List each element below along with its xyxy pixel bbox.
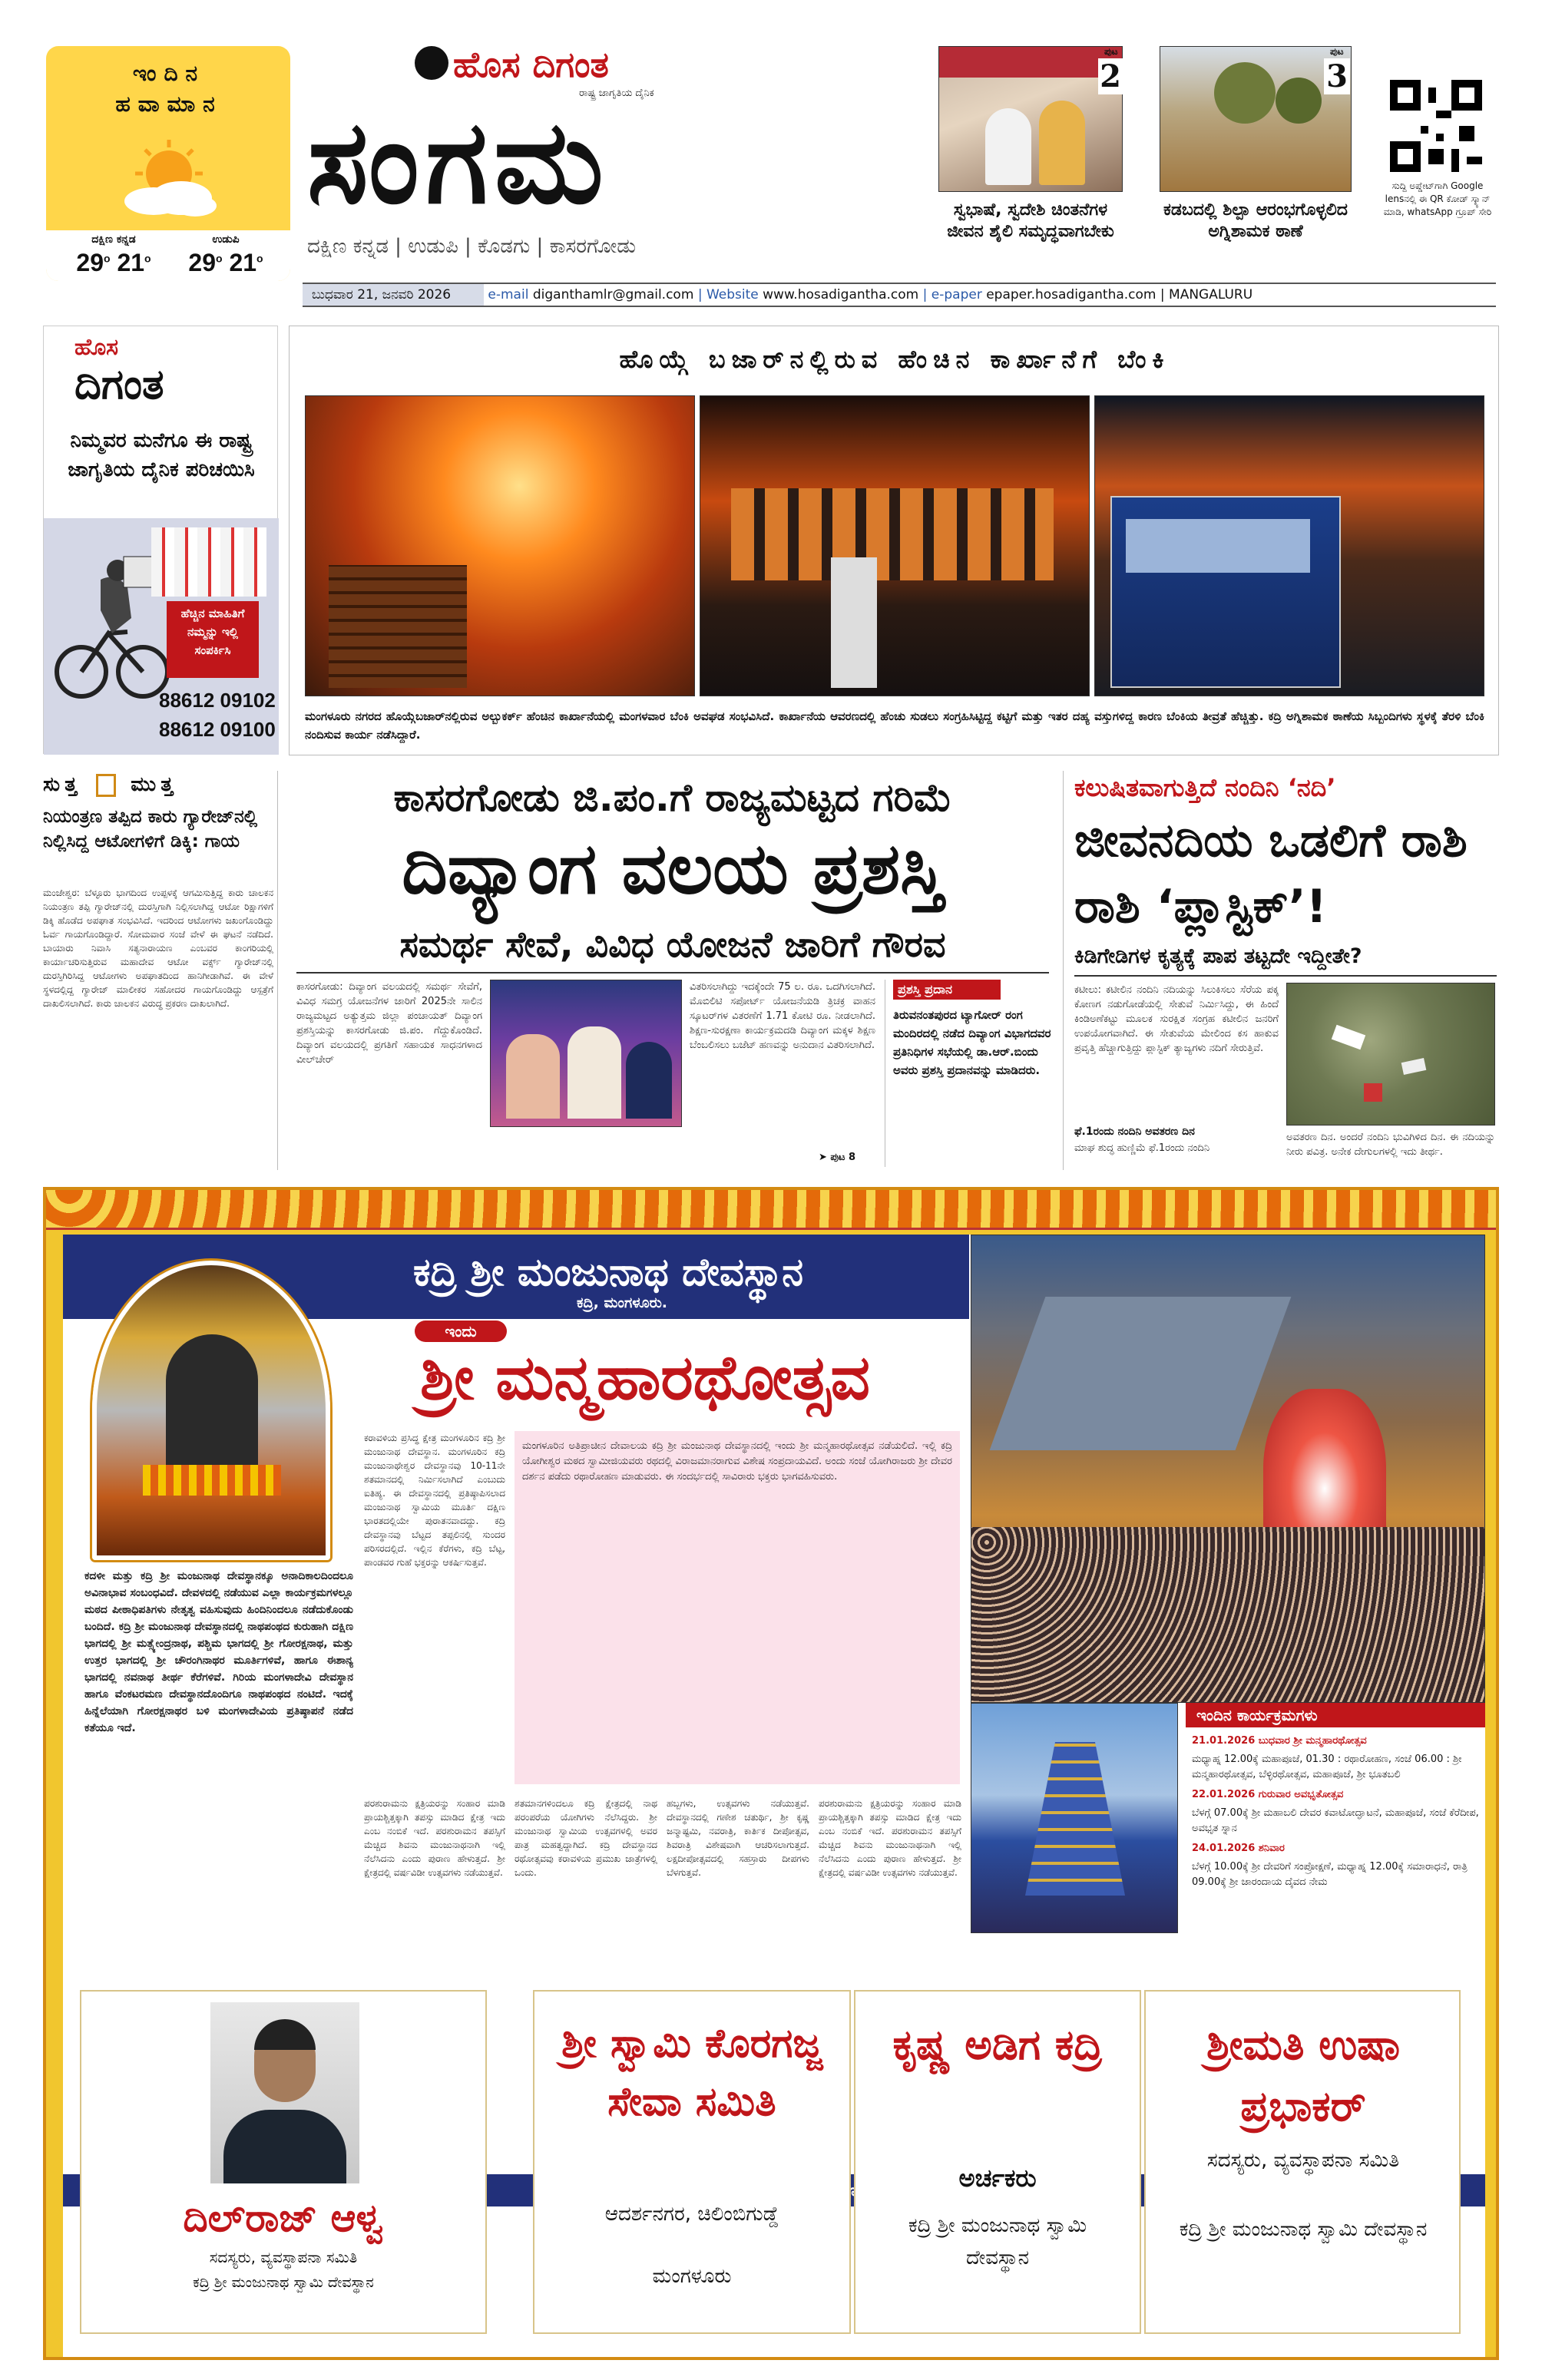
program-title: ಇಂದಿನ ಕಾರ್ಯಕ್ರಮಗಳು: [1186, 1703, 1485, 1727]
program-item-2: ಮಧ್ಯಾಹ್ನ 12.00ಕ್ಕೆ ಮಹಾಪೂಜೆ, 01.30 : ರಥಾರೋಹಣ, ಸಂಜೆ 06.00 : ಶ್ರೀ ಮನ್ಮಹಾರಥೋತ್ಸವ, ಬೆಳ್ಳಿರಥೋತ್ಸವ, ಮಹಾಪೂಜೆ, ಶ್ರೀ ಭೂತಬಲಿ: [1192, 1754, 1462, 1780]
temple-col-1: ಕರಾವಳಿಯ ಪ್ರಸಿದ್ಧ ಕ್ಷೇತ್ರ ಮಂಗಳೂರಿನ ಕದ್ರಿ ಶ್ರೀ ಮಂಜುನಾಥ ದೇವಸ್ಥಾನ. ಮಂಗಳೂರಿನ ಕದ್ರಿ ಮಂಜುನಾಥೇಶ್ವರ ದೇವಸ್ಥಾನವು 10-11ನೇ ಶತಮಾನದಲ್ಲಿ ನಿರ್ಮಿಸಲಾಗಿದೆ ಎಂಬುದು ಐತಿಹ್ಯ. ಈ ದೇವಸ್ಥಾನದಲ್ಲಿ ಪ್ರತಿಷ್ಠಾಪಿಸಲಾದ ಮಂಜುನಾಥ ಸ್ವಾಮಿಯ ಮೂರ್ತಿ ದಕ್ಷಿಣ ಭಾರತದಲ್ಲಿಯೇ ಪುರಾತನವಾದದ್ದು. ಕದ್ರಿ ದೇವಸ್ಥಾನವು ಬೆಟ್ಟದ ತಪ್ಪಲಿನಲ್ಲಿ ಸುಂದರ ಪರಿಸರದಲ್ಲಿದೆ. ಇಲ್ಲಿನ ಕೆರೆಗಳು, ಕದ್ರಿ ಬೆಟ್ಟ, ಪಾಂಡವರ ಗುಹೆ ಭಕ್ತರನ್ನು ಆಕರ್ಷಿಸುತ್ತವೆ.: [364, 1433, 505, 1568]
qr-caption: ಸುದ್ದಿ ಅಪ್ಡೇಟ್‌ಗಾಗಿ Google lensನಲ್ಲಿ ಈ QR ಕೋಡ್ ಸ್ಕ್ಯಾನ್ ಮಾಡಿ, whatsApp ಗ್ರೂಪ್ ಸೇರಿ: [1383, 180, 1492, 217]
temple-location: ಕದ್ರಿ, ಮಂಗಳೂರು.: [576, 1294, 667, 1311]
nandini-story: [1063, 771, 1497, 1170]
teaser-page-label-1: ಪುಟ: [1104, 46, 1118, 57]
promo-phone-2[interactable]: 88612 09100: [159, 718, 276, 741]
nandini-kicker: ಕಲುಷಿತವಾಗುತ್ತಿದೆ ನಂದಿನಿ ‘ನದಿ’: [1074, 773, 1336, 802]
brand-logo: [415, 46, 448, 80]
divyanga-kicker: ಕಾಸರಗೋಡು ಜಿ.ಪಂ.ಗೆ ರಾಜ್ಯಮಟ್ಟದ ಗರಿಮೆ: [393, 775, 952, 820]
sponsor-2-place: ಮಂಗಳೂರು: [652, 2265, 732, 2288]
epaper[interactable]: epaper.hosadigantha.com: [986, 287, 1156, 302]
sponsor-1-name: ದಿಲ್‌ರಾಜ್ ಆಳ್ವ: [183, 2196, 384, 2240]
fire-photo-3: [1094, 395, 1484, 696]
nandini-bold-line: ಫೆ.1ರಂದು ನಂದಿನಿ ಅವತರಣ ದಿನ: [1074, 1126, 1195, 1138]
temple-col-2: ಪರಶುರಾಮನು ಕ್ಷತ್ರಿಯರನ್ನು ಸಂಹಾರ ಮಾಡಿ ಪ್ರಾಯಶ್ಚಿತ್ತಕ್ಕಾಗಿ ತಪಸ್ಸು ಮಾಡಿದ ಕ್ಷೇತ್ರ ಇದು ಎಂಬ ನಂಬಿಕೆ ಇದೆ. ಪರಶುರಾಮನ ತಪಸ್ಸಿಗೆ ಮೆಚ್ಚಿದ ಶಿವನು ಮಂಜುನಾಥನಾಗಿ ಇಲ್ಲಿ ನೆಲೆಸಿದನು ಎಂದು ಪುರಾಣ ಹೇಳುತ್ತದೆ. ಶ್ರೀ ಕ್ಷೇತ್ರದಲ್ಲಿ ವರ್ಷವಿಡೀ ಉತ್ಸವಗಳು ನಡೆಯುತ್ತವೆ.: [364, 1798, 505, 1878]
promo-phone-1[interactable]: 88612 09102: [159, 689, 276, 712]
masthead: [303, 43, 948, 283]
sponsor-4-role: ಸದಸ್ಯರು, ವ್ಯವಸ್ಥಾಪನಾ ಸಮಿತಿ: [1206, 2149, 1400, 2172]
info-bar: ಬುಧವಾರ 21, ಜನವರಿ 2026 e-mail diganthamlr@gmail.com | Website www.hosadigantha.com | e-paper epaper.hosadigantha.com | MANGALURU: [303, 283, 1496, 307]
nandini-photo: [1286, 983, 1495, 1126]
teaser-headline-1: ಸ್ವಭಾಷೆ, ಸ್ವದೇಶಿ ಚಿಂತನೆಗಳ ಜೀವನ ಶೈಲಿ ಸಮೃದ್ಧವಾಗಬೇಕು: [947, 200, 1114, 241]
sponsor-3-name: ಕೃಷ್ಣ ಅಡಿಗ ಕದ್ರಿ: [892, 2021, 1103, 2069]
teaser-page-1: 2: [1098, 58, 1123, 94]
sun-cloud-icon: [115, 137, 223, 221]
temple-col-3: ಮಂಗಳೂರಿನ ಅತಿಪ್ರಾಚೀನ ದೇವಾಲಯ ಕದ್ರಿ ಶ್ರೀ ಮಂಜುನಾಥ ದೇವಸ್ಥಾನದಲ್ಲಿ ಇಂದು ಶ್ರೀ ಮನ್ಮಹಾರಥೋತ್ಸವ ನಡೆಯಲಿದೆ. ಇಲ್ಲಿ ಕದ್ರಿ ಯೋಗೀಶ್ವರ ಮಠದ ಸ್ವಾಮೀಜಿಯವರು ರಥದಲ್ಲಿ ವಿರಾಜಮಾನರಾಗುವ ವಿಶೇಷ ಸಂಪ್ರದಾಯವಿದೆ. ಅಂದು ಸಂಜೆ ಯೋಗಿರಾಜರು ಶ್ರೀ ದೇವರ ದರ್ಶನ ಪಡೆದು ರಥಾರೋಹಣ ಮಾಡುವರು. ಈ ಸಂದರ್ಭದಲ್ಲಿ ಸಾವಿರಾರು ಭಕ್ತರು ಭಾಗವಹಿಸುವರು.: [522, 1440, 952, 1483]
weather-city-1: ದಕ್ಷಿಣ ಕನ್ನಡ: [91, 233, 136, 246]
fire-caption: ಮಂಗಳೂರು ನಗರದ ಹೊಯ್ಗೆಬಜಾರ್‌ನಲ್ಲಿರುವ ಅಲ್ಬುಕರ್ಕ್ ಹೆಂಚಿನ ಕಾರ್ಖಾನೆಯಲ್ಲಿ ಮಂಗಳವಾರ ಬೆಂಕಿ ಅವಘಡ ಸಂಭವಿಸಿದೆ. ಕಾರ್ಖಾನೆಯ ಆವರಣದಲ್ಲಿ ಹೆಂಚು ಸುಡಲು ಸಂಗ್ರಹಿಸಿಟ್ಟಿದ್ದ ಕಟ್ಟಿಗೆ ಮತ್ತು ಇತರ ದಹ್ಯ ವಸ್ತುಗಳಿದ್ದ ಕಾರಣ ಬೆಂಕಿಯ ತೀವ್ರತೆ ಹೆಚ್ಚಿತ್ತು. ಕದ್ರಿ ಅಗ್ನಿಶಾಮಕ ಠಾಣೆಯ ಸಿಬ್ಬಂದಿಗಳು ಸ್ಥಳಕ್ಕೆ ತೆರಳಿ ಬೆಂಕಿ ನಂದಿಸುವ ಕಾರ್ಯ ನಡೆಸಿದ್ದಾರೆ.: [305, 709, 1484, 742]
fire-photo-2: [700, 395, 1090, 696]
email-label: e-mail: [488, 287, 529, 302]
fire-headline: ಹೊಯ್ಗೆ ಬಜಾರ್‌ನಲ್ಲಿರುವ ಹೆಂಚಿನ ಕಾರ್ಖಾನೆಗೆ ಬೆಂಕಿ: [619, 345, 1170, 374]
program-item-4: ಬೆಳಗ್ಗೆ 07.00ಕ್ಕೆ ಶ್ರೀ ಮಹಾಬಲಿ ದೇವರ ಕವಾಟೋದ್ಘಾಟನೆ, ಮಹಾಪೂಜೆ, ಸಂಜೆ ಕೆರೆದೀಪ, ಅವಭೃತ ಸ್ನಾನ: [1192, 1807, 1479, 1834]
brand-name: ಹೊಸ ದಿಗಂತ: [453, 44, 609, 85]
nandini-deck: ಕಿಡಿಗೇಡಿಗಳ ಕೃತ್ಯಕ್ಕೆ ಪಾಪ ತಟ್ಟದೇ ಇದ್ದೀತೇ?: [1074, 944, 1362, 968]
program-item-1: 21.01.2026 ಬುಧವಾರ ಶ್ರೀ ಮನ್ಮಹಾರಥೋತ್ಸವ: [1192, 1735, 1367, 1747]
qr-code-icon[interactable]: [1390, 80, 1482, 172]
divyanga-cont: ➤ ಪುಟ 8: [819, 1152, 856, 1163]
brand-tagline: ರಾಷ್ಟ್ರ ಜಾಗೃತಿಯ ದೈನಿಕ: [579, 88, 654, 99]
website[interactable]: www.hosadigantha.com: [763, 287, 919, 302]
date: ಬುಧವಾರ 21, ಜನವರಿ 2026: [303, 284, 484, 306]
weather-temps-2: 29$^o$ 21$^o$: [188, 249, 263, 276]
sponsor-4-name: ಶ್ರೀಮತಿ ಉಷಾ ಪ್ರಭಾಕರ್: [1206, 2021, 1401, 2130]
divyanga-body-2: ವಿತರಿಸಲಾಗಿದ್ದು ಇದಕ್ಕೆಂದೇ 75 ಲ. ರೂ. ಒದಗಿಸಲಾಗಿದೆ. ಮೊಬಿಲಿಟಿ ಸಪೋರ್ಟ್ ಯೋಜನೆಯಡಿ ತ್ರಿಚಕ್ರ ವಾಹನ ಸ್ಕೂಟರ್‌ಗಳ ವಿತರಣೆಗೆ 1.71 ಕೋಟಿ ರೂ. ನೀಡಲಾಗಿದೆ. ಶಿಕ್ಷಣ-ಸುರಕ್ಷಣಾ ಕಾರ್ಯಕ್ರಮದಡಿ ದಿವ್ಯಾಂಗ ಮಕ್ಕಳ ಶಿಕ್ಷಣ ಬೆಂಬಲಿಸಲು ಬಜೆಟ್ ಹಣವನ್ನು ಅನುದಾನ ವಿತರಿಸಲಾಗಿದೆ.: [690, 981, 875, 1051]
weather-box: [46, 46, 290, 281]
sponsor-4-place: ಕದ್ರಿ ಶ್ರೀ ಮಂಜುನಾಥ ಸ್ವಾಮಿ ದೇವಸ್ಥಾನ: [1179, 2218, 1428, 2241]
program-item-3: 22.01.2026 ಗುರುವಾರ ಅವಭೃತೋತ್ಸವ: [1192, 1789, 1344, 1800]
promo-brand-main: ದಿಗಂತ: [74, 360, 164, 408]
temple-headline: ಶ್ರೀ ಮನ್ಮಹಾರಥೋತ್ಸವ: [419, 1342, 871, 1413]
prashasti-body: ತಿರುವನಂತಪುರದ ಟ್ಯಾಗೋರ್ ರಂಗ ಮಂದಿರದಲ್ಲಿ ನಡೆದ ದಿವ್ಯಾಂಗ ವಿಭಾಗದವರ ಪ್ರತಿನಿಧಿಗಳ ಸಭೆಯಲ್ಲಿ ಡಾ.ಆರ್.ಬಿಂದು ಅವರು ಪ್ರಶಸ್ತಿ ಪ್ರದಾನವನ್ನು ಮಾಡಿದರು.: [893, 1008, 1051, 1077]
sutta-headline: ನಿಯಂತ್ರಣ ತಪ್ಪಿದ ಕಾರು ಗ್ಯಾರೇಜ್‌ನಲ್ಲಿ ನಿಲ್ಲಿಸಿದ್ದ ಆಟೋಗಳಿಗೆ ಡಿಕ್ಕಿ: ಗಾಯ: [43, 807, 258, 851]
sponsor-1[interactable]: [80, 1990, 487, 2334]
teaser-headline-2: ಕಡಬದಲ್ಲಿ ಶಿಲ್ಪಾ ಆರಂಭಗೊಳ್ಳಲಿದ ಅಗ್ನಿಶಾಮಕ ಠಾಣೆ: [1163, 200, 1348, 241]
program-item-6: ಬೆಳಗ್ಗೆ 10.00ಕ್ಕೆ ಶ್ರೀ ದೇವರಿಗೆ ಸಂಪ್ರೋಕ್ಷಣೆ, ಮಧ್ಯಾಹ್ನ 12.00ಕ್ಕೆ ಸಮಾರಾಧನೆ, ರಾತ್ರಿ 09.00ಕ್ಕೆ ಶ್ರೀ ಜಾರಂದಾಯ ದೈವದ ನೇಮ: [1192, 1861, 1468, 1888]
weather-max-2: 29: [188, 249, 216, 276]
fire-photo-1: [305, 395, 695, 696]
promo-brand-top: ಹೊಸ: [74, 334, 119, 361]
weather-title: ಇಂದಿನ ಹವಾಮಾನ: [115, 61, 223, 117]
fire-story: [289, 326, 1499, 755]
regions: ದಕ್ಷಿಣ ಕನ್ನಡ | ಉಡುಪಿ | ಕೊಡಗು | ಕಾಸರಗೋಡು: [307, 235, 637, 258]
nandini-body-2: ಮಾಘ ಶುದ್ಧ ಹುಣ್ಣಿಮೆ ಫೆ.1ರಂದು ನಂದಿನಿ: [1074, 1142, 1210, 1154]
temple-col-4: ಶತಮಾನಗಳಿಂದಲೂ ಕದ್ರಿ ಕ್ಷೇತ್ರದಲ್ಲಿ ನಾಥ ಪರಂಪರೆಯ ಯೋಗಿಗಳು ನೆಲೆಸಿದ್ದರು. ಶ್ರೀ ಮಂಜುನಾಥ ಸ್ವಾಮಿಯ ಉತ್ಸವಗಳಲ್ಲಿ ಅವರ ಪಾತ್ರ ಮಹತ್ವದ್ದಾಗಿದೆ. ಕದ್ರಿ ದೇವಸ್ಥಾನದ ರಥೋತ್ಸವವು ಕರಾವಳಿಯ ಪ್ರಮುಖ ಜಾತ್ರೆಗಳಲ್ಲಿ ಒಂದು.: [515, 1798, 657, 1878]
divyanga-cont-page: ಪುಟ 8: [830, 1152, 856, 1163]
sponsor-3-role: ಅರ್ಚಕರು: [958, 2163, 1037, 2193]
temple-tower-photo: [971, 1703, 1178, 1933]
deity-photo: [92, 1261, 330, 1560]
sutta-label-left: ಸುತ್ತ: [43, 773, 82, 796]
weather-max-1: 29: [76, 249, 104, 276]
divyanga-body-1: ಕಾಸರಗೋಡು: ದಿವ್ಯಾಂಗ ವಲಯದಲ್ಲಿ ಸಮರ್ಥ ಸೇವೆಗೆ, ವಿವಿಧ ಸಮಗ್ರ ಯೋಜನೆಗಳ ಜಾರಿಗೆ 2025ನೇ ಸಾಲಿನ ರಾಜ್ಯಮಟ್ಟದ ಅತ್ಯುತ್ತಮ ಜಿಲ್ಲಾ ಪಂಚಾಯತ್ ದಿವ್ಯಾಂಗ ಪ್ರಶಸ್ತಿಯನ್ನು ಕಾಸರಗೋಡು ಜಿ.ಪಂ. ಗೆದ್ದುಕೊಂಡಿದೆ. ದಿವ್ಯಾಂಗ ವಲಯದಲ್ಲಿ ಪ್ರಗತಿಗೆ ಸಹಾಯಕ ಸಾಧನಗಳಾದ ವೀಲ್‌ಚೇರ್: [296, 981, 482, 1066]
promo-badge: ಹೆಚ್ಚಿನ ಮಾಹಿತಿಗೆ ನಮ್ಮನ್ನು ಇಲ್ಲಿ ಸಂಪರ್ಕಿಸಿ: [167, 601, 259, 678]
divyanga-deck: ಸಮರ್ಥ ಸೇವೆ, ವಿವಿಧ ಯೋಜನೆ ಜಾರಿಗೆ ಗೌರವ: [399, 924, 946, 965]
sponsor-1-role: ಸದಸ್ಯರು, ವ್ಯವಸ್ಥಾಪನಾ ಸಮಿತಿ: [209, 2248, 358, 2266]
program-item-5: 24.01.2026 ಶನಿವಾರ: [1192, 1843, 1285, 1854]
sutta-label-right: ಮುತ್ತ: [131, 773, 178, 796]
epaper-label: e-paper: [931, 287, 982, 302]
divyanga-photo: [490, 980, 682, 1127]
nandini-headline: ಜೀವನದಿಯ ಒಡಲಿಗೆ ರಾಶಿ ರಾಶಿ ‘ಪ್ಲಾಸ್ಟಿಕ್’!: [1074, 814, 1468, 934]
weather-min-2: 21: [229, 249, 257, 276]
website-label: Website: [706, 287, 759, 302]
email[interactable]: diganthamlr@gmail.com: [532, 287, 694, 302]
weather-min-1: 21: [117, 249, 145, 276]
nandini-body: ಕಟೀಲು: ಕಟೀಲಿನ ನಂದಿನಿ ನದಿಯನ್ನು ಸಿಲುಕಿಸಲು ಸೆರೆಯ ಪಕ್ಕ ಕೋಣಗ ನಡುಗೋಡೆಯಲ್ಲಿ ಸೇತುವೆ ನಿರ್ಮಿಸಿದ್ದು, ಈ ಹಿಂದೆ ಕಿಂಡಿಅಣೆಕಟ್ಟು ಮೂಲಕ ಸುರಕ್ಷಿತ ಸಂಗ್ರಹ ಕಟೀಲಿನ ಜನರಿಗೆ ಉಪಯೋಗವಾಗಿದೆ. ಈ ಸೇತುವೆಯ ಮೇಲಿಂದ ಕಸ ಹಾಕುವ ಪ್ರವೃತ್ತಿ ಹೆಚ್ಚಾಗುತ್ತಿದ್ದು ಪ್ಲಾಸ್ಟಿಕ್ ತ್ಯಾಜ್ಯಗಳು ನದಿಗೆ ಸೇರುತ್ತಿವೆ.: [1074, 984, 1279, 1054]
book-icon: [96, 774, 116, 797]
temple-col-5: ಹಬ್ಬಗಳು, ಉತ್ಸವಗಳು ನಡೆಯುತ್ತವೆ. ದೇವಸ್ಥಾನದಲ್ಲಿ ಗಣೇಶ ಚತುರ್ಥಿ, ಶ್ರೀ ಕೃಷ್ಣ ಜನ್ಮಾಷ್ಟಮಿ, ನವರಾತ್ರಿ, ಕಾರ್ತಿಕ ದೀಪೋತ್ಸವ, ಶಿವರಾತ್ರಿ ವಿಶೇಷವಾಗಿ ಆಚರಿಸಲಾಗುತ್ತದೆ. ಲಕ್ಷದೀಪೋತ್ಸವದಲ್ಲಿ ಸಹಸ್ರಾರು ದೀಪಗಳು ಬೆಳಗುತ್ತವೆ.: [667, 1798, 809, 1878]
sponsor-1-photo: [210, 2002, 359, 2183]
sponsor-4[interactable]: [1144, 1990, 1461, 2334]
teaser-photo-1: [938, 46, 1123, 192]
temple-col-6: ಪರಶುರಾಮನು ಕ್ಷತ್ರಿಯರನ್ನು ಸಂಹಾರ ಮಾಡಿ ಪ್ರಾಯಶ್ಚಿತ್ತಕ್ಕಾಗಿ ತಪಸ್ಸು ಮಾಡಿದ ಕ್ಷೇತ್ರ ಇದು ಎಂಬ ನಂಬಿಕೆ ಇದೆ. ಪರಶುರಾಮನ ತಪಸ್ಸಿಗೆ ಮೆಚ್ಚಿದ ಶಿವನು ಮಂಜುನಾಥನಾಗಿ ಇಲ್ಲಿ ನೆಲೆಸಿದನು ಎಂದು ಪುರಾಣ ಹೇಳುತ್ತದೆ. ಶ್ರೀ ಕ್ಷೇತ್ರದಲ್ಲಿ ವರ್ಷವಿಡೀ ಉತ್ಸವಗಳು ನಡೆಯುತ್ತವೆ.: [819, 1798, 961, 1878]
temple-left-col: ಕದಳೀ ಮತ್ತು ಕದ್ರಿ ಶ್ರೀ ಮಂಜುನಾಥ ದೇವಸ್ಥಾನಕ್ಕೂ ಅನಾದಿಕಾಲದಿಂದಲೂ ಅವಿನಾಭಾವ ಸಂಬಂಧವಿದೆ. ದೇವಳದಲ್ಲಿ ನಡೆಯುವ ಎಲ್ಲಾ ಕಾರ್ಯಕ್ರಮಗಳಲ್ಲೂ ಮಠದ ಪೀಠಾಧಿಪತಿಗಳು ನೇತೃತ್ವ ವಹಿಸುವುದು ಹಿಂದಿನಿಂದಲೂ ನಡೆದುಕೊಂಡು ಬಂದಿದೆ. ಕದ್ರಿ ಶ್ರೀ ಮಂಜುನಾಥ ದೇವಸ್ಥಾನದಲ್ಲಿ ನಾಥಪಂಥದ ಕುರುಹಾಗಿ ದಕ್ಷಿಣ ಭಾಗದಲ್ಲಿ ಶ್ರೀ ಮತ್ಸ್ಯೇಂದ್ರನಾಥ, ಪಶ್ಚಿಮ ಭಾಗದಲ್ಲಿ ಶ್ರೀ ಗೋರಕ್ಷನಾಥ, ಮತ್ತು ಉತ್ತರ ಭಾಗದಲ್ಲಿ ಶ್ರೀ ಚೌರಂಗಿನಾಥರ ಮೂರ್ತಿಗಳಿವೆ, ಹಾಗೂ ಈಶಾನ್ಯ ಭಾಗದಲ್ಲಿ ನವನಾಥ ತೀರ್ಥ ಕೆರೆಗಳಿವೆ. ಗಿರಿಯ ಮಂಗಳಾದೇವಿ ದೇವಸ್ಥಾನ ಹಾಗೂ ವೆಂಕಟರಮಣ ದೇವಸ್ಥಾನದೊಂದಿಗೂ ನಾಥಪಂಥದ ನಂಟಿದೆ. ಇದಕ್ಕೆ ಹಿನ್ನೆಲೆಯಾಗಿ ಗೋರಕ್ಷನಾಥರ ಬಳಿ ಮಂಗಳಾದೇವಿಯ ಪ್ರತಿಷ್ಠಾಪನೆ ನಡೆದ ಕತೆಯೂ ಇದೆ.: [84, 1568, 353, 2028]
weather-row: [46, 230, 290, 281]
teaser-photo-2: [1160, 46, 1352, 192]
sutta-body: ಮಂಜೇಶ್ವರ: ಬೆಳ್ಳೂರು ಭಾಗದಿಂದ ಉಪ್ಪಳಕ್ಕೆ ಆಗಮಿಸುತ್ತಿದ್ದ ಕಾರು ಚಾಲಕನ ನಿಯಂತ್ರಣ ತಪ್ಪಿ ಗ್ಯಾರೇಜ್‌ನಲ್ಲಿ ದುರಸ್ತಿಗಾಗಿ ನಿಲ್ಲಿಸಲಾಗಿದ್ದ ಆಟೋ ರಿಕ್ಷಾಗಳಿಗೆ ಡಿಕ್ಕಿ ಹೊಡೆದ ಅಪಘಾತ ಸಂಭವಿಸಿದೆ. ಇದರಿಂದ ಆಟೋಗಳು ಜಖಂಗೊಂಡಿದ್ದು ಓರ್ವ ಗಾಯಗೊಂಡಿದ್ದಾರೆ. ಸೋಮವಾರ ಸಂಜೆ ವೇಳೆ ಈ ಘಟನೆ ನಡೆದಿದೆ. ಬಾಯಾರು ನಿವಾಸಿ ಸತ್ಯನಾರಾಯಣ ಎಂಬವರ ಕಾಂಗರಿಯಲ್ಲಿ ಕಾರ್ಯಾಚರಿಸುತ್ತಿರುವ ಮಹಾದೇವ ಆಟೋ ವರ್ಕ್ಸ್ ಗ್ಯಾರೇಜ್‌ನಲ್ಲಿ ದುರಸ್ತಿಗಿರಿಸಿದ್ದ ಆಟೋಗಳು ಅಪಘಾತದಿಂದ ಹಾನಿಗೀಡಾಗಿವೆ. ಈ ವೇಳೆ ಸ್ಥಳದಲ್ಲಿದ್ದ ಗ್ಯಾರೇಜ್ ಮಾಲೀಕರ ಸಹೋದರ ಗಾಯಗೊಂಡಿದ್ದು ಆಸ್ಪತ್ರೆಗೆ ದಾಖಲಿಸಲಾಗಿದೆ. ಕಾರು ಚಾಲಕನ ವಿರುದ್ಧ ಪ್ರಕರಣ ದಾಖಲಾಗಿದೆ.: [43, 888, 273, 1009]
weather-city-2: ಉಡುಪಿ: [212, 233, 240, 246]
sutta-label: [43, 771, 273, 798]
toran-decoration: [46, 1190, 1499, 1230]
teaser-page-2: 3: [1324, 58, 1350, 94]
sponsor-3[interactable]: [854, 1990, 1141, 2334]
divyanga-headline: ದಿವ್ಯಾಂಗ ವಲಯ ಪ್ರಶಸ್ತಿ: [402, 828, 944, 910]
promo-illustration: [44, 518, 279, 755]
promo-newspapers: [151, 527, 266, 597]
weather-temps-1: 29$^o$ 21$^o$: [76, 249, 151, 276]
prashasti-label: ಪ್ರಶಸ್ತಿ ಪ್ರದಾನ: [893, 980, 1001, 1000]
sponsor-2-name: ಶ್ರೀ ಸ್ವಾಮಿ ಕೊರಗಜ್ಜ ಸೇವಾ ಸಮಿತಿ: [561, 2021, 822, 2125]
teaser-2[interactable]: [1160, 46, 1352, 269]
nandini-photo-caption: ಅವತರಣ ದಿನ. ಅಂದರೆ ನಂದಿನಿ ಭುವಿಗಿಳಿದ ದಿನ. ಈ ನದಿಯನ್ನು ನೀರು ಪವಿತ್ರ. ಅನೇಕ ದೇಗುಲಗಳಲ್ಲಿ ಇದು ತೀರ್ಥ.: [1286, 1132, 1495, 1158]
teaser-1[interactable]: [938, 46, 1123, 269]
teaser-page-label-2: ಪುಟ: [1330, 46, 1344, 57]
sutta-mutta: [43, 771, 278, 1170]
sponsor-2-role: ಆದರ್ಶನಗರ, ಚಿಲಿಂಬಿಗುಡ್ಡೆ: [604, 2203, 779, 2226]
city: MANGALURU: [1169, 287, 1253, 302]
promo-text: ನಿಮ್ಮವರ ಮನೆಗೂ ಈ ರಾಷ್ಟ್ರ ಜಾಗೃತಿಯ ದೈನಿಕ ಪರಿಚಯಿಸಿ: [68, 429, 255, 481]
qr-block: [1376, 80, 1499, 279]
paper-title: ಸಂಗಮ: [307, 96, 610, 230]
promo-box: [43, 326, 278, 754]
sponsor-1-place: ಕದ್ರಿ ಶ್ರೀ ಮಂಜುನಾಥ ಸ್ವಾಮಿ ದೇವಸ್ಥಾನ: [193, 2274, 374, 2291]
temple-indu: ಇಂದು: [415, 1321, 507, 1342]
divyanga-story: [289, 771, 1055, 1170]
program-list: [1192, 1734, 1481, 1890]
sponsor-3-place: ಕದ್ರಿ ಶ್ರೀ ಮಂಜುನಾಥ ಸ್ವಾಮಿ ದೇವಸ್ಥಾನ: [908, 2214, 1087, 2269]
temple-aerial-photo: [971, 1235, 1485, 1703]
prashasti-box: [885, 980, 1054, 1167]
sponsor-2[interactable]: [533, 1990, 851, 2334]
temple-title: ಕದ್ರಿ ಶ್ರೀ ಮಂಜುನಾಥ ದೇವಸ್ಥಾನ: [412, 1250, 804, 1294]
